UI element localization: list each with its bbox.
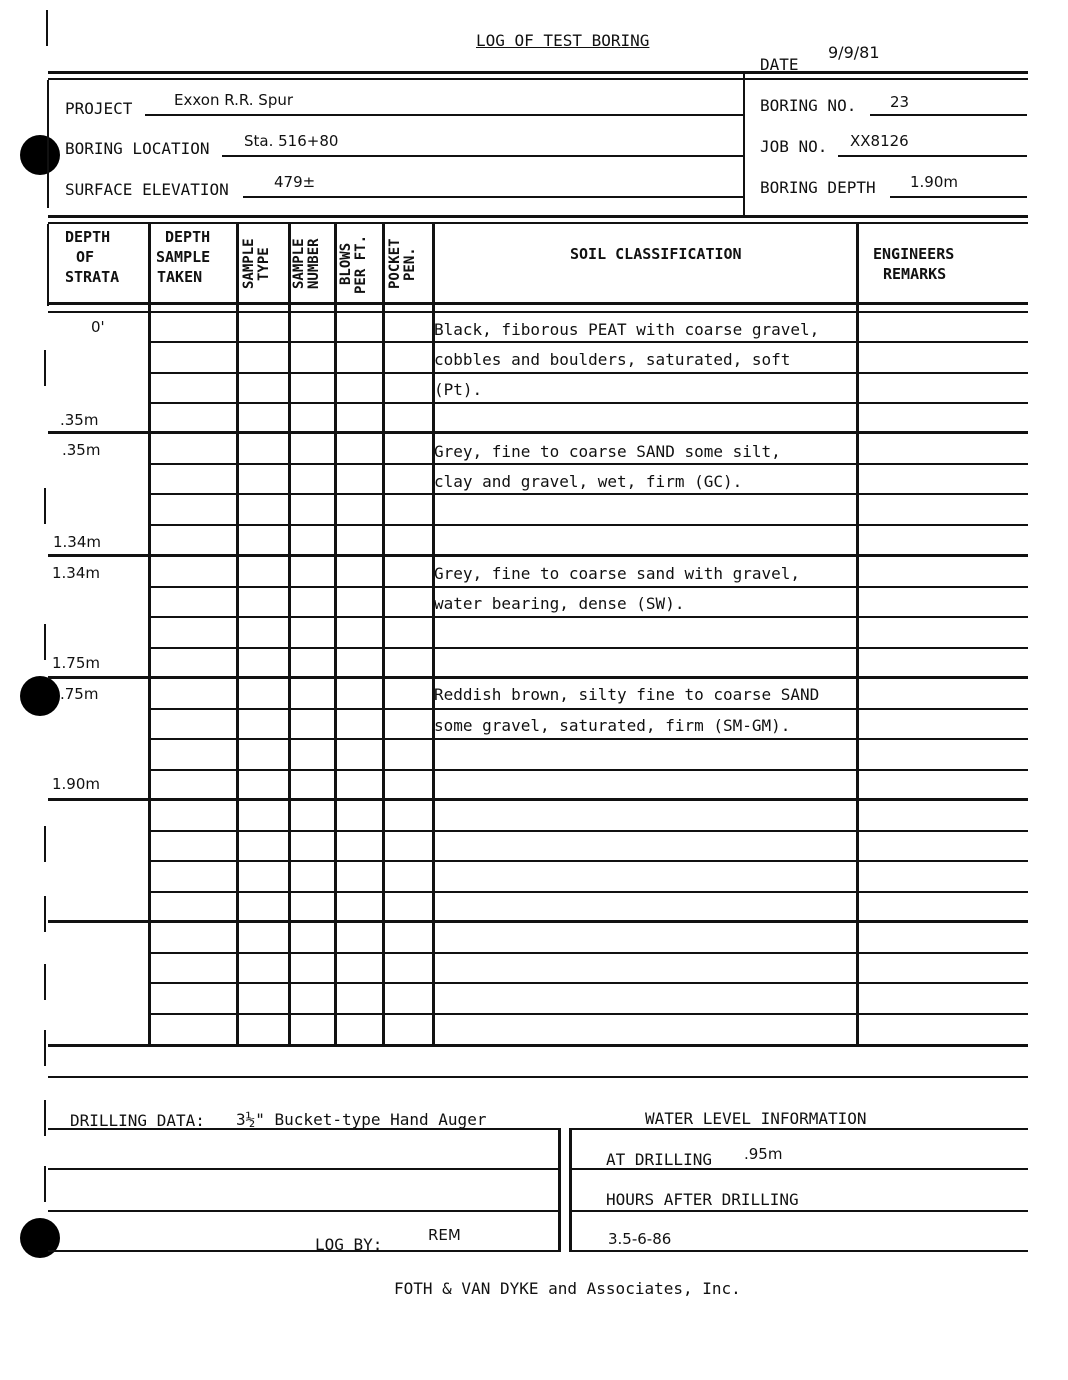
soil-line: water bearing, dense (SW). (434, 594, 685, 613)
scan-mark (44, 1030, 46, 1066)
surface-elevation-label: SURFACE ELEVATION (65, 180, 229, 199)
soil-line: Black, fiborous PEAT with coarse gravel, (434, 320, 820, 339)
punch-hole (20, 135, 60, 175)
row-line (148, 524, 1028, 526)
depth-mark: 1.90m (52, 775, 101, 793)
hours-after-value: 3.5-6-86 (608, 1230, 672, 1248)
row-line (148, 647, 1028, 649)
header-engineers-remarks-2: REMARKS (883, 265, 947, 283)
drilling-line (48, 1250, 560, 1252)
stratum-line (48, 798, 1028, 801)
scan-mark (44, 826, 46, 862)
scan-mark (44, 1166, 46, 1202)
row-line (148, 372, 1028, 374)
drilling-line (48, 1210, 560, 1212)
top-rule (48, 71, 1028, 74)
project-line (145, 114, 743, 116)
boring-no-line (870, 114, 1027, 116)
job-no-label: JOB NO. (760, 137, 828, 156)
row-line (148, 738, 1028, 740)
soil-line: Grey, fine to coarse SAND some silt, (434, 442, 781, 461)
header-depth-of-strata-2: OF (76, 248, 95, 266)
date-value: 9/9/81 (828, 43, 880, 62)
header-blows-per-ft: BLOWS PER FT. (338, 234, 369, 294)
boring-depth-value: 1.90m (910, 173, 959, 191)
row-line (148, 769, 1028, 771)
boring-depth-label: BORING DEPTH (760, 178, 876, 197)
stratum-line (48, 431, 1028, 434)
drilling-data-value: 3½" Bucket-type Hand Auger (236, 1110, 487, 1129)
depth-mark: .75m (60, 685, 99, 703)
scan-mark (44, 350, 46, 386)
drilling-line (48, 1128, 560, 1130)
company-name: FOTH & VAN DYKE and Associates, Inc. (394, 1279, 741, 1298)
job-no-line (838, 155, 1027, 157)
header-sample-type: SAMPLE TYPE (241, 238, 272, 290)
row-line (148, 1013, 1028, 1015)
row-line (148, 341, 1028, 343)
document-title: LOG OF TEST BORING (476, 31, 650, 50)
date-label: DATE (760, 55, 799, 74)
depth-mark: .35m (60, 411, 99, 429)
scan-mark (44, 896, 46, 932)
footer-divider-left (558, 1128, 561, 1252)
soil-line: cobbles and boulders, saturated, soft (434, 350, 791, 369)
depth-mark: .35m (62, 441, 101, 459)
soil-line: (Pt). (434, 380, 483, 399)
table-bottom-rule (48, 1044, 1028, 1047)
at-drilling-value: .95m (744, 1145, 783, 1163)
header-sample-number: SAMPLE NUMBER (291, 238, 322, 290)
row-line (148, 830, 1028, 832)
project-label: PROJECT (65, 99, 133, 118)
hours-after-label: HOURS AFTER DRILLING (606, 1190, 799, 1209)
boring-location-value: Sta. 516+80 (244, 132, 339, 150)
water-line (571, 1250, 1028, 1252)
info-left-border (47, 80, 49, 208)
stratum-line (48, 676, 1028, 679)
table-top-rule-2 (48, 222, 1028, 224)
depth-mark: 1.34m (52, 564, 101, 582)
at-drilling-label: AT DRILLING (606, 1150, 712, 1169)
scan-mark (46, 10, 48, 46)
water-level-title: WATER LEVEL INFORMATION (645, 1109, 867, 1128)
table-top-rule (48, 215, 1028, 218)
scan-mark (44, 488, 46, 524)
row-line (148, 891, 1028, 893)
header-engineers-remarks-1: ENGINEERS (873, 245, 955, 263)
boring-location-line (222, 155, 743, 157)
col-border-left (47, 224, 49, 306)
row-line (148, 982, 1028, 984)
depth-mark: 1.75m (52, 654, 101, 672)
soil-line: Grey, fine to coarse sand with gravel, (434, 564, 801, 583)
depth-mark: 1.34m (53, 533, 102, 551)
depth-mark: 0' (91, 318, 105, 336)
header-depth-sample-2: SAMPLE (156, 248, 211, 266)
header-depth-sample-3: TAKEN (157, 268, 203, 286)
row-line (148, 952, 1028, 954)
soil-line: Reddish brown, silty fine to coarse SAND (434, 685, 820, 704)
header-bottom-rule (48, 302, 1028, 305)
job-no-value: XX8126 (850, 132, 909, 150)
header-bottom-rule-2 (48, 311, 1028, 313)
boring-depth-line (890, 196, 1027, 198)
drilling-data-label: DRILLING DATA: (70, 1111, 205, 1130)
header-depth-of-strata-1: DEPTH (65, 228, 111, 246)
row-line (148, 493, 1028, 495)
project-value: Exxon R.R. Spur (174, 91, 294, 109)
footer-rule (48, 1076, 1028, 1078)
header-depth-of-strata-3: STRATA (65, 268, 120, 286)
water-line (571, 1210, 1028, 1212)
punch-hole (20, 676, 60, 716)
boring-no-label: BORING NO. (760, 96, 857, 115)
log-by-label: LOG BY: (315, 1235, 383, 1254)
header-depth-sample-1: DEPTH (165, 228, 211, 246)
footer-divider-right (569, 1128, 572, 1252)
soil-line: clay and gravel, wet, firm (GC). (434, 472, 743, 491)
drilling-line (48, 1168, 560, 1170)
surface-elevation-value: 479± (274, 173, 316, 191)
scan-mark (44, 964, 46, 1000)
punch-hole (20, 1218, 60, 1258)
stratum-line (48, 920, 1028, 923)
row-line (148, 616, 1028, 618)
scan-mark (44, 1100, 46, 1136)
row-line (148, 402, 1028, 404)
scan-mark (44, 624, 46, 660)
header-pocket-pen: POCKET PEN. (387, 238, 418, 290)
top-rule-2 (48, 78, 1028, 80)
surface-elevation-line (243, 196, 743, 198)
soil-line: some gravel, saturated, firm (SM-GM). (434, 716, 791, 735)
row-line (148, 860, 1028, 862)
row-line (148, 463, 1028, 465)
boring-no-value: 23 (890, 93, 910, 111)
water-line (571, 1168, 1028, 1170)
info-divider (743, 72, 745, 216)
boring-location-label: BORING LOCATION (65, 139, 210, 158)
water-line (571, 1128, 1028, 1130)
header-soil-classification: SOIL CLASSIFICATION (570, 245, 742, 263)
log-by-value: REM (428, 1226, 461, 1244)
row-line (148, 586, 1028, 588)
row-line (148, 708, 1028, 710)
stratum-line (48, 554, 1028, 557)
